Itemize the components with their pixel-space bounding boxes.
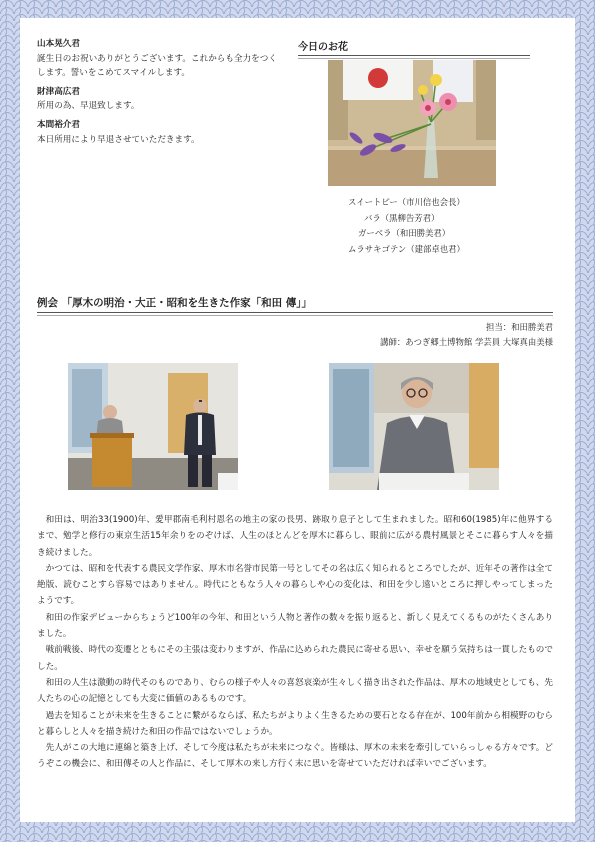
lecture-photo-speaker	[329, 363, 499, 490]
flower-item: スイートピー（市川信也会長）	[348, 197, 465, 207]
todays-flowers-heading: 今日のお花	[298, 38, 530, 56]
newsletter-page	[20, 18, 575, 822]
body-paragraph: 先人がこの大地に連綿と築き上げ、そして今度は私たちが未来につなぐ。皆様は、厚木の未来を牽引していらっしゃる方々です。どうぞこの機会に、和田傳その人と作品に、そして厚木の来し方行く末に思いを寄せていただければ幸いでございます。	[37, 743, 553, 770]
body-paragraph: 和田の人生は激動の時代そのものであり、むらの様子や人々の喜怒哀楽が生々しく描き出された作品は、厚木の地域史としても、先人たちの心の記憶としても大変に価値のあるものです。	[37, 677, 553, 705]
flower-item: ガーベラ（和田勝美君）	[358, 228, 451, 238]
body-paragraph: 和田の作家デビューからちょうど100年の今年、和田という人物と著作の数々を振り返ると、新しく見えてくるものがたくさんありました。	[37, 612, 553, 640]
message-name: 財津高広君	[37, 86, 80, 97]
message-text: 誕生日のお祝いありがとうございます。これからも全力をつくします。誓いをこめてスマイルします。	[37, 53, 277, 79]
message-name: 山本晃久君	[37, 39, 80, 49]
message-text: 本日所用により早退させていただきます。	[37, 134, 200, 145]
member-messages	[37, 37, 277, 151]
body-paragraph: かつては、昭和を代表する農民文学作家、厚木市名誉市民第一号としてその名は広く知られるところでしたが、近年その著作は全て絶版、読むことすら容易ではありません。時代にともなう人々の暮らしや心の変化は、和田を少し遠いところに押しやってしまったようです。	[37, 563, 553, 607]
flower-list	[348, 195, 518, 257]
message-name: 本間裕介君	[37, 119, 80, 130]
lecture-heading: 例会 「厚木の明治・大正・昭和を生きた作家「和田 傳」」	[37, 295, 553, 313]
lecturer: 講師：あつぎ郷土博物館 学芸員 大塚真由美様	[380, 337, 553, 347]
flower-item: バラ（黒柳告芳君）	[364, 212, 440, 223]
lecture-credits	[380, 320, 553, 350]
message-text: 所用の為、早退致します。	[37, 101, 140, 112]
body-paragraph: 過去を知ることが未来を生きることに繋がるならば、私たちがよりよく生きるための要石となる存在が、100年前から相模野のむらと暮らしと人々を描き続けた和田の作品ではないでしょうか。	[37, 710, 553, 737]
person-in-charge: 担当：和田勝美君	[486, 322, 553, 332]
body-paragraph: 戦前戦後、時代の変遷とともにその主張は変わりますが、作品に込められた農民に寄せる思い、幸せを願う気持ちは一貫したものでした。	[37, 645, 553, 672]
body-paragraph: 和田は、明治33(1900)年、愛甲郡南毛利村恩名の地主の家の長男、跡取り息子として生まれました。昭和60(1985)年に他界するまで、勉学と修行の東京生活15年余りをのぞけば、人生のほとんどを厚木に暮らし、眼前に広がる農村風景とそこに暮らす人々を描き続けました。	[37, 515, 553, 558]
lecture-photo-podium	[68, 363, 238, 490]
lecture-body	[37, 512, 553, 773]
flower-item: ムラサキゴテン（建部卓也君）	[348, 243, 465, 254]
flower-arrangement-photo	[328, 60, 496, 186]
